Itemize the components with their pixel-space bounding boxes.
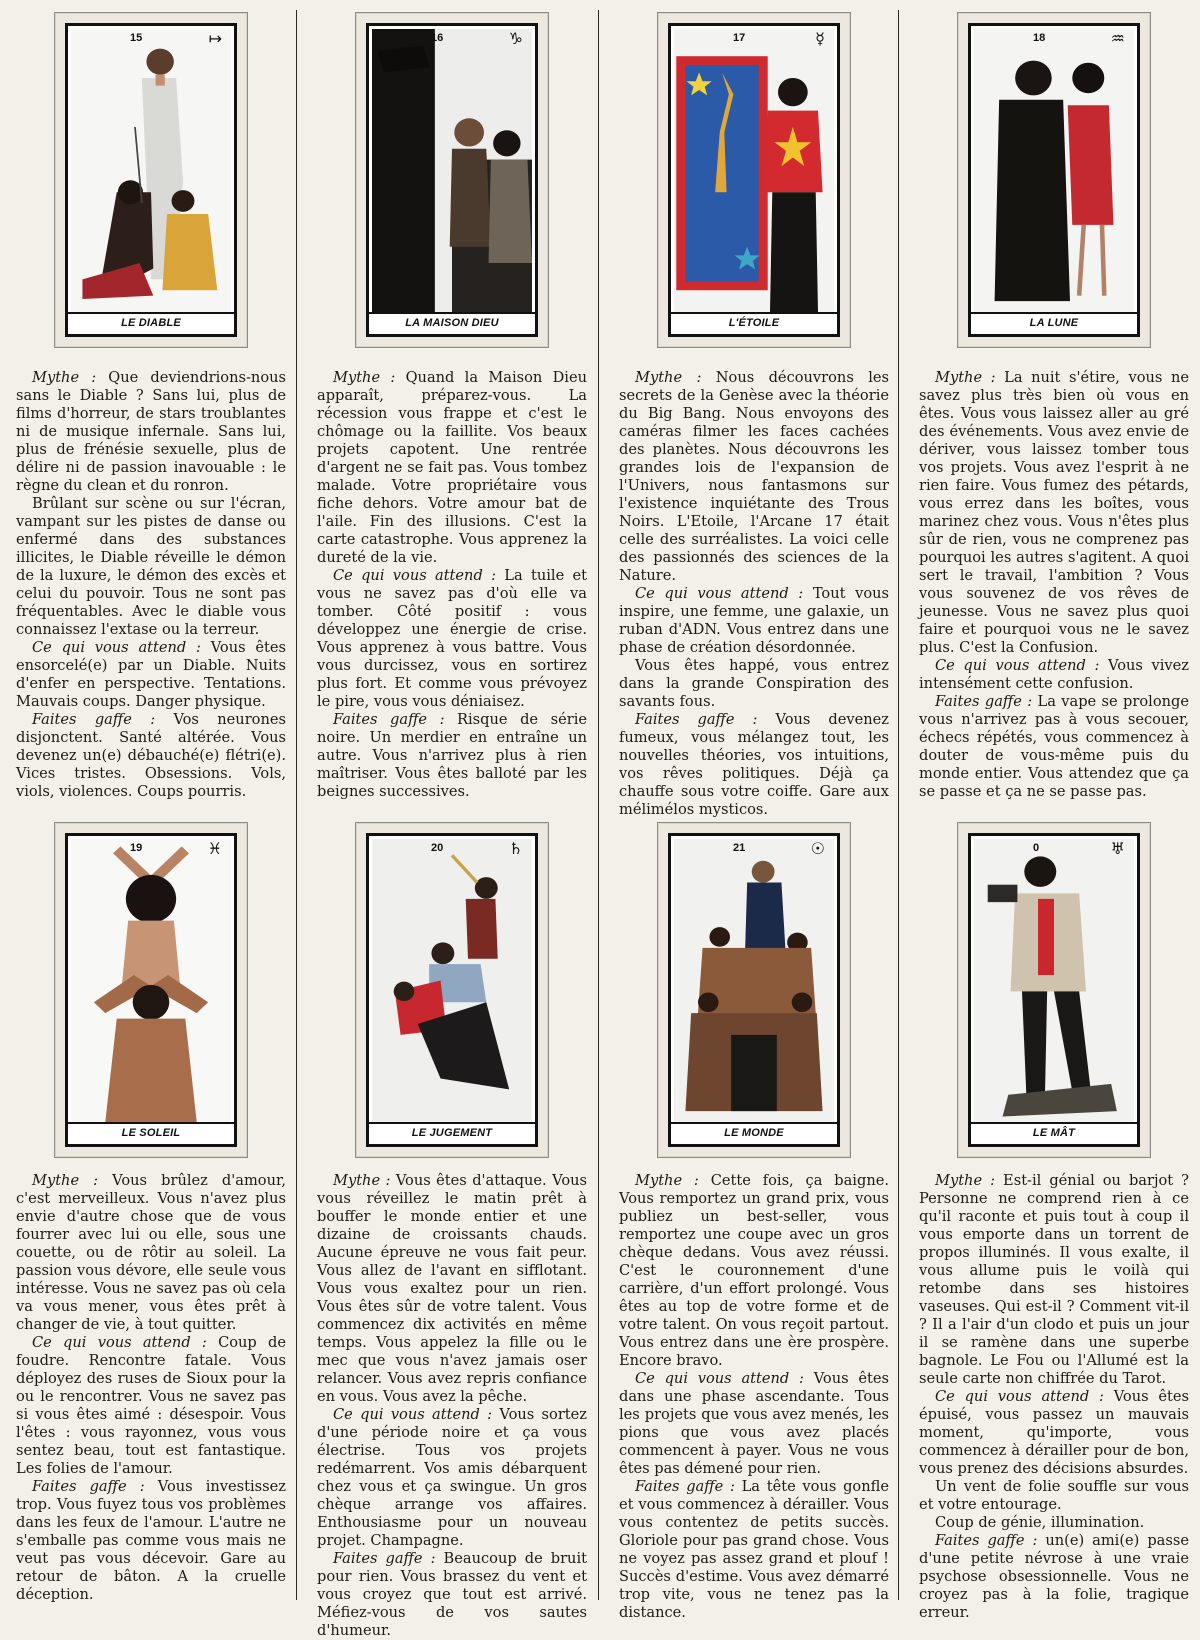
section-lead: Ce qui vous attend : <box>935 1388 1104 1405</box>
paragraph <box>16 1478 286 1604</box>
card-description <box>16 369 286 801</box>
section-lead: Faites gaffe : <box>333 1550 436 1567</box>
paragraph <box>919 1388 1189 1478</box>
card-photo <box>71 839 231 1122</box>
card-number: 15 <box>130 32 143 44</box>
paragraph <box>16 1334 286 1478</box>
section-lead: Faites gaffe : <box>32 1478 145 1495</box>
paragraph <box>619 1172 889 1370</box>
section-text: La vape se prolonge vous n'arrivez pas à vous secouer, échecs répétés, vous commencez à douter de vous-même puis du monde entier. Vous attendez que ça se passe et ça ne se passe pas. <box>919 693 1189 800</box>
section-text: Vous êtes dans une phase ascendante. Tous les projets que vous avez menés, les pions que vous avez placés commencent à payer. Vous ne vous êtes pas démené pour rien. <box>619 1370 889 1477</box>
section-lead: Faites gaffe : <box>32 711 156 728</box>
paragraph <box>619 657 889 711</box>
card-photo <box>71 29 231 312</box>
pisces-symbol-icon: ♓ <box>207 839 222 858</box>
section-lead: Ce qui vous attend : <box>635 1370 804 1387</box>
paragraph <box>317 711 587 801</box>
section-lead: Mythe : <box>32 369 97 386</box>
section-lead: Ce qui vous attend : <box>333 1406 493 1423</box>
paragraph <box>16 711 286 801</box>
card-photo <box>674 839 834 1122</box>
tarot-card-la-lune <box>957 12 1151 348</box>
section-text: Vos neurones disjonctent. Santé altérée. Vous devenez un(e) débauché(e) flétri(e). Vices tristes. Obsessions. Vols, viols, violences. Coups pourris. <box>16 711 286 800</box>
paragraph <box>16 369 286 495</box>
tarot-card-le-soleil <box>54 822 248 1158</box>
section-text: Tout vous inspire, une femme, une galaxie, un ruban d'ADN. Vous entrez dans une phase de création désordonnée. <box>619 585 889 656</box>
section-lead: Faites gaffe : <box>935 693 1033 710</box>
section-lead: Ce qui vous attend : <box>935 657 1100 674</box>
section-text: Vous devenez fumeux, vous mélangez tout, les nouvelles théories, vos intuitions, vos rêves politiques. Déjà ça chauffe sous votre coiffe. Gare aux mélimélos mysticos. <box>619 711 889 818</box>
section-lead: Mythe : <box>635 1172 699 1189</box>
paragraph <box>317 369 587 567</box>
section-text: un(e) ami(e) passe d'une petite névrose à une vraie psychose obsessionnelle. Vous ne croyez pas à la folie, tragique erreur. <box>919 1532 1189 1621</box>
tarot-card-le-jugement <box>355 822 549 1158</box>
column-2 <box>311 0 593 1639</box>
paragraph <box>16 1172 286 1334</box>
section-text: Vous êtes ensorcelé(e) par un Diable. Nuits d'enfer en perspective. Tentations. Mauvais coups. Danger physique. <box>16 639 286 710</box>
section-lead: Mythe : <box>32 1172 99 1189</box>
section-lead: Ce qui vous attend : <box>32 639 201 656</box>
section-text: Vous investissez trop. Vous fuyez tous vos problèmes dans les feux de l'amour. L'autre ne s'emballe pas comme vous mais ne veut pas vous décevoir. Gare au retour de bâton. A la cruelle déception. <box>16 1478 286 1603</box>
section-lead: Ce qui vous attend : <box>333 567 496 584</box>
paragraph <box>16 495 286 639</box>
section-text: Vous sortez d'une période noire et ça vous électrise. Tous vos projets redémarrent. Vos amis débarquent chez vous et ça swingue. Un gros chèque arrange vos affaires. Enthousiasme pour un nouveau projet. Champagne. <box>317 1406 587 1549</box>
uranus-symbol-icon: ♅ <box>1110 839 1125 858</box>
section-text: Un vent de folie souffle sur vous et votre entourage. <box>919 1478 1189 1513</box>
card-photo <box>974 839 1134 1122</box>
tarot-card-le-monde <box>657 822 851 1158</box>
section-text: Vous vivez intensément cette confusion. <box>919 657 1189 692</box>
paragraph <box>16 639 286 711</box>
paragraph <box>619 369 889 585</box>
paragraph <box>919 1514 1189 1532</box>
card-description <box>16 1172 286 1604</box>
section-lead: Faites gaffe : <box>935 1532 1038 1549</box>
column-rule <box>598 10 599 1600</box>
tarot-card-l-etoile <box>657 12 851 348</box>
card-name: LE SOLEIL <box>68 1122 234 1144</box>
section-lead: Faites gaffe : <box>635 711 758 728</box>
section-lead: Mythe : <box>333 1172 391 1189</box>
paragraph <box>919 693 1189 801</box>
card-photo <box>674 29 834 312</box>
paragraph <box>919 1172 1189 1388</box>
paragraph <box>619 1370 889 1478</box>
tarot-card-le-diable <box>54 12 248 348</box>
section-lead: Mythe : <box>935 1172 996 1189</box>
section-text: Risque de série noire. Un merdier en entraîne un autre. Vous n'arrivez plus à rien maîtriser. Vous êtes balloté par les beignes successives. <box>317 711 587 800</box>
section-lead: Mythe : <box>333 369 396 386</box>
tarot-card-la-maison-dieu <box>355 12 549 348</box>
saturn-symbol-icon: ♄ <box>508 839 523 858</box>
card-name: LE JUGEMENT <box>369 1122 535 1144</box>
card-name: LA LUNE <box>971 312 1137 334</box>
paragraph <box>619 711 889 819</box>
column-rule <box>296 10 297 1600</box>
card-name: L'ÉTOILE <box>671 312 837 334</box>
section-text: Que deviendrions-nous sans le Diable ? Sans lui, plus de films d'horreur, de stars troublantes ni de musique infernale. Sans lui, plus de frénésie sexuelle, plus de délire ni de passion inavouable : le règne du clean et du ronron. <box>16 369 286 494</box>
card-number: 16 <box>431 32 444 44</box>
section-text: Brûlant sur scène ou sur l'écran, vampant sur les pistes de danse ou enfermé dans des substances illicites, le Diable réveille le démon de la luxure, le démon des excès et celui du pouvoir. Tous ne sont pas fréquentables. Avec le diable vous connaissez l'extase ou la terreur. <box>16 495 286 638</box>
section-text: Coup de génie, illumination. <box>935 1514 1145 1531</box>
section-text: Vous êtes épuisé, vous passez un mauvais moment, qu'importe, vous commencez à dérailler pour de bon, vous prenez des décisions absurdes. <box>919 1388 1189 1477</box>
paragraph <box>919 657 1189 693</box>
section-text: Vous êtes d'attaque. Vous vous réveillez le matin prêt à bouffer le monde entier et une dizaine de croissants chauds. Aucune épreuve ne vous fait peur. Vous allez de l'avant en sifflotant. Vous vous exaltez pour un rien. Vous êtes sûr de votre talent. Vous commencez dix activités en même temps. Vous appelez la fille ou le mec que vous n'avez jamais oser relancer. Vous avez repris confiance en vous. Vous avez la pêche. <box>317 1172 587 1405</box>
card-description <box>317 1172 587 1640</box>
aquarius-symbol-icon: ♒ <box>1110 29 1125 48</box>
card-name: LE MONDE <box>671 1122 837 1144</box>
paragraph <box>919 1532 1189 1622</box>
tarot-card-le-mat <box>957 822 1151 1158</box>
column-1 <box>10 0 292 1610</box>
section-lead: Faites gaffe : <box>333 711 445 728</box>
section-lead: Faites gaffe : <box>635 1478 735 1495</box>
paragraph <box>317 1172 587 1406</box>
column-3 <box>613 0 895 1621</box>
card-name: LE MÂT <box>971 1122 1137 1144</box>
card-photo <box>974 29 1134 312</box>
section-lead: Ce qui vous attend : <box>635 585 804 602</box>
card-photo <box>372 29 532 312</box>
card-description <box>619 1172 889 1622</box>
card-number: 21 <box>733 842 746 854</box>
mercury-symbol-icon: ☿ <box>815 29 825 48</box>
section-text: La tête vous gonfle et vous commencez à dérailler. Vous vous contentez de petits succès. Gloriole pour pas grand chose. Vous ne voyez pas assez grand et plouf ! Succès d'estime. Vous avez démarré trop vite, vous ne tenez pas la distance. <box>619 1478 889 1621</box>
arrow-symbol-icon: ↦ <box>208 29 222 48</box>
column-rule <box>898 10 899 1600</box>
card-photo <box>372 839 532 1122</box>
section-lead: Mythe : <box>935 369 996 386</box>
paragraph <box>317 567 587 711</box>
card-number: 18 <box>1033 32 1046 44</box>
paragraph <box>317 1550 587 1640</box>
paragraph <box>619 585 889 657</box>
card-description <box>919 1172 1189 1622</box>
capricorn-symbol-icon: ♑ <box>508 29 523 48</box>
card-number: 19 <box>130 842 143 854</box>
card-number: 17 <box>733 32 746 44</box>
paragraph <box>619 1478 889 1622</box>
section-text: Cette fois, ça baigne. Vous remportez un grand prix, vous publiez un best-seller, vous remportez une coupe avec un gros chèque dedans. Vous avez réussi. C'est le couronnement d'une carrière, d'un effort prolongé. Vous êtes au top de votre forme et de votre talent. On vous reçoit partout. Vous entrez dans une ère prospère. Encore bravo. <box>619 1172 889 1369</box>
card-name: LA MAISON DIEU <box>369 312 535 334</box>
section-text: Quand la Maison Dieu apparaît, préparez-vous. La récession vous frappe et c'est le chômage ou la faillite. Vos beaux projets capotent. Une rentrée d'argent ne se fait pas. Vous tombez malade. Votre propriétaire vous fiche dehors. Votre amour bat de l'aile. Fin des illusions. C'est la carte catastrophe. Vous apprenez la dureté de la vie. <box>317 369 587 566</box>
section-text: Est-il génial ou barjot ? Personne ne comprend rien à ce qu'il raconte et puis tout à coup il vous emporte dans un torrent de propos illuminés. Il vous exalte, il vous allume puis le voilà qui retombe dans ses histoires vaseuses. Qui est-il ? Comment vit-il ? Il a l'air d'un clodo et puis un jour il se ramène dans une superbe bagnole. Le Fou ou l'Allumé est la seule carte non chiffrée du Tarot. <box>919 1172 1189 1387</box>
card-number: 20 <box>431 842 444 854</box>
sun-symbol-icon: ☉ <box>810 839 825 858</box>
card-description <box>919 369 1189 801</box>
paragraph <box>919 1478 1189 1514</box>
card-name: LE DIABLE <box>68 312 234 334</box>
card-description <box>317 369 587 801</box>
section-text: La tuile et vous ne savez pas d'où elle va tomber. Côté positif : vous développez une énergie de crise. Vous apprenez à vous battre. Vous vous durcissez, vous en sortirez plus fort. Et comme vous prévoyez le pire, vous vous déniaisez. <box>317 567 587 710</box>
section-lead: Mythe : <box>635 369 702 386</box>
card-number: 0 <box>1033 842 1040 854</box>
section-text: Vous êtes happé, vous entrez dans la grande Conspiration des savants fous. <box>619 657 889 710</box>
paragraph <box>317 1406 587 1550</box>
section-text: Coup de foudre. Rencontre fatale. Vous déployez des ruses de Sioux pour la ou le rencontrer. Vous ne savez pas si vous êtes aimé : désespoir. Vous l'êtes : vous rayonnez, vous vous sentez beau, tout est fantastique. Les folies de l'amour. <box>16 1334 286 1477</box>
section-text: Vous brûlez d'amour, c'est merveilleux. Vous n'avez plus envie d'autre chose que de vous fourrer avec lui ou elle, sous une couette, ou de rôtir au soleil. La passion vous dévore, elle seule vous intéresse. Vous ne savez pas où cela va vous mener, vous êtes prêt à changer de vie, à tout quitter. <box>16 1172 286 1333</box>
section-text: Beaucoup de bruit pour rien. Vous brassez du vent et vous croyez que tout est arrivé. Méfiez-vous de vos sautes d'humeur. <box>317 1550 587 1639</box>
column-4 <box>913 0 1195 1621</box>
paragraph <box>919 369 1189 657</box>
section-text: Nous découvrons les secrets de la Genèse avec la théorie du Big Bang. Nous envoyons des caméras filmer les faces cachées des planètes. Nous découvrons les grandes lois de l'expansion de l'Univers, nous fantasmons sur l'existence inquiétante des Trous Noirs. L'Etoile, l'Arcane 17 était celle des surréalistes. La voici celle des passionnés des sciences de la Nature. <box>619 369 889 584</box>
section-text: La nuit s'étire, vous ne savez plus très bien où vous en êtes. Vous vous laissez aller au gré des événements. Vous avez envie de dériver, vous laissez tomber tous vos projets. Vous avez l'esprit à ne rien faire. Vous fumez des pétards, vous errez dans les boîtes, vous marinez chez vous. Vous n'êtes plus sûr de rien, vous ne comprenez pas pourquoi les autres s'agitent. A quoi sert le travail, l'ambition ? Vous vous souvenez de vos rêves de jeunesse. Vous ne savez plus quoi faire et pourquoi vous ne le savez plus. C'est la Confusion. <box>919 369 1189 656</box>
card-description <box>619 369 889 819</box>
section-lead: Ce qui vous attend : <box>32 1334 207 1351</box>
